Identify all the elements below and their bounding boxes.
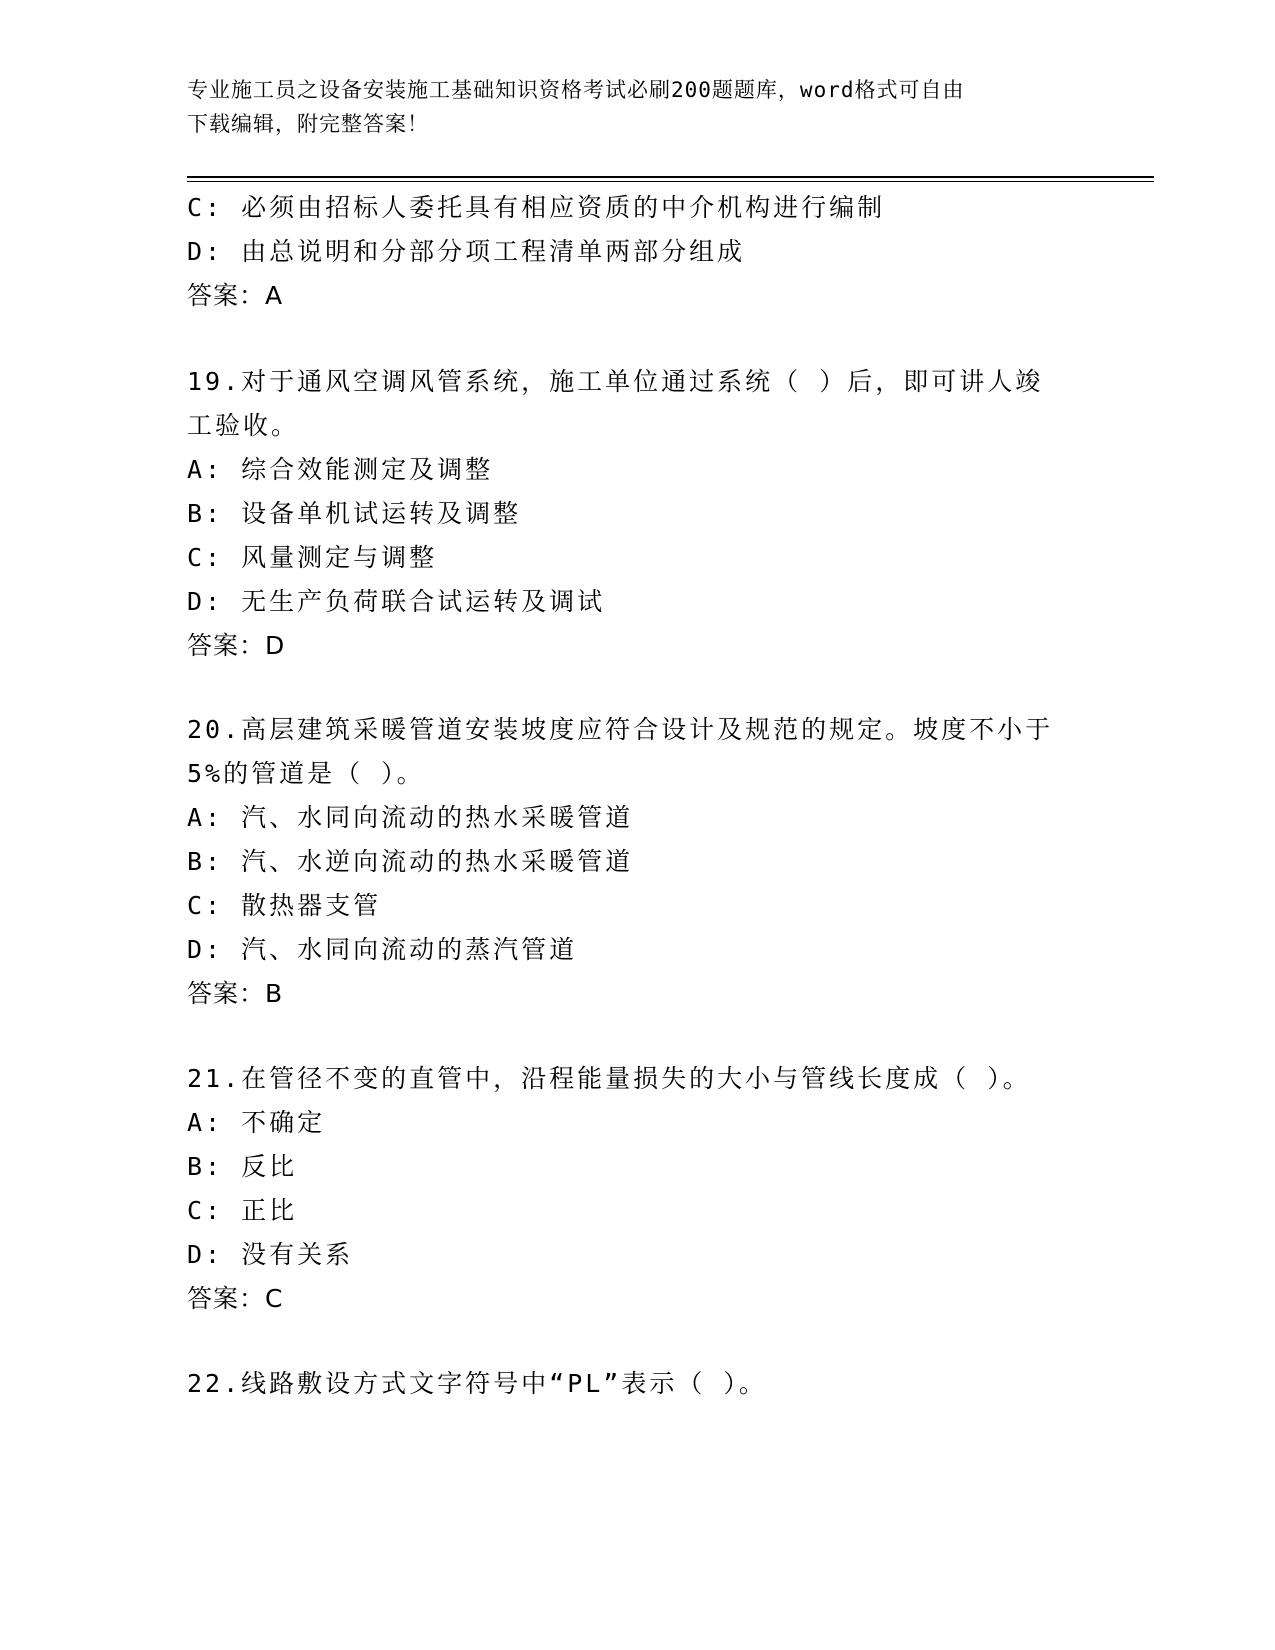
document-header (187, 73, 1067, 141)
header-line-1: 专业施工员之设备安装施工基础知识资格考试必刷200题题库，word格式可自由 (187, 78, 965, 102)
header-line-2: 下载编辑，附完整答案！ (187, 112, 429, 136)
question-19-stem-line-1: 19.对于通风空调风管系统，施工单位通过系统（ ）后，即可讲人竣 (187, 367, 1044, 396)
question-20-answer: 答案：B (187, 979, 284, 1008)
question-20-stem-line-2: 5%的管道是（ ）。 (187, 759, 425, 788)
question-19-option-a: A: 综合效能测定及调整 (187, 455, 494, 484)
question-19-option-b: B: 设备单机试运转及调整 (187, 499, 522, 528)
question-19-answer: 答案：D (187, 631, 286, 660)
question-20-option-a: A: 汽、水同向流动的热水采暖管道 (187, 803, 634, 832)
question-21-answer: 答案：C (187, 1284, 284, 1313)
question-20-option-c: C: 散热器支管 (187, 891, 382, 920)
question-21-stem-line-1: 21.在管径不变的直管中，沿程能量损失的大小与管线长度成（ ）。 (187, 1064, 1031, 1093)
header-divider-thick (187, 176, 1154, 178)
question-20-option-b: B: 汽、水逆向流动的热水采暖管道 (187, 847, 634, 876)
question-19-option-d: D: 无生产负荷联合试运转及调试 (187, 587, 606, 616)
question-19-option-c: C: 风量测定与调整 (187, 543, 438, 572)
question-20-option-d: D: 汽、水同向流动的蒸汽管道 (187, 935, 578, 964)
question-22-stem-line-1: 22.线路敷设方式文字符号中“PL”表示（ ）。 (187, 1369, 767, 1398)
option-d: D: 由总说明和分部分项工程清单两部分组成 (187, 237, 746, 266)
question-21-option-b: B: 反比 (187, 1152, 298, 1181)
question-19-stem-line-2: 工验收。 (187, 411, 300, 440)
header-divider-thin (187, 181, 1154, 182)
question-21-option-c: C: 正比 (187, 1196, 298, 1225)
answer: 答案：A (187, 281, 284, 310)
question-21-option-d: D: 没有关系 (187, 1240, 354, 1269)
question-20-stem-line-1: 20.高层建筑采暖管道安装坡度应符合设计及规范的规定。坡度不小于 (187, 715, 1054, 744)
option-c: C: 必须由招标人委托具有相应资质的中介机构进行编制 (187, 193, 886, 222)
question-21-option-a: A: 不确定 (187, 1108, 326, 1137)
